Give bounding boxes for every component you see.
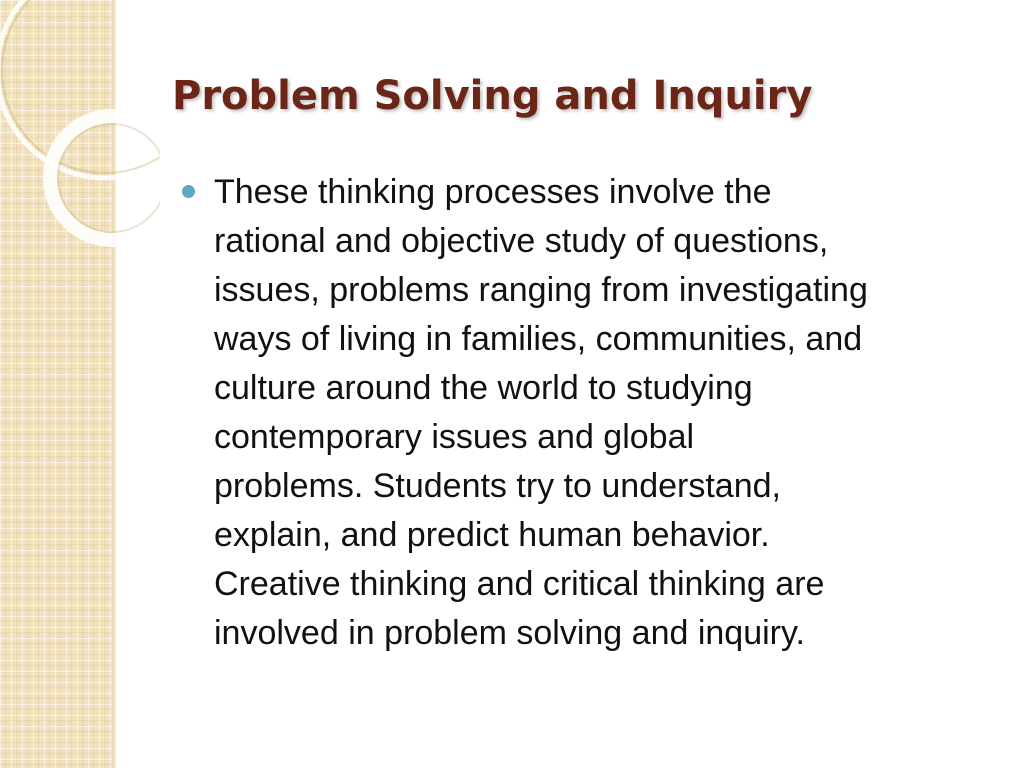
bullet-list [178, 168, 998, 658]
bullet-dot-icon [182, 185, 195, 198]
decorative-grid-band [0, 0, 112, 768]
slide-title: Problem Solving and Inquiry [172, 73, 813, 119]
band-edge-divider [112, 0, 116, 768]
bullet-item [178, 168, 998, 658]
bullet-text: These thinking processes involve the rational and objective study of questions, issues, problems ranging from investigating ways of living in families, communities, and culture around the world to studying contemporary issues and global problems. Students try to understand, explain, and predict human behavior. Creative thinking and critical thinking are involved in problem solving and inquiry. [214, 173, 868, 652]
